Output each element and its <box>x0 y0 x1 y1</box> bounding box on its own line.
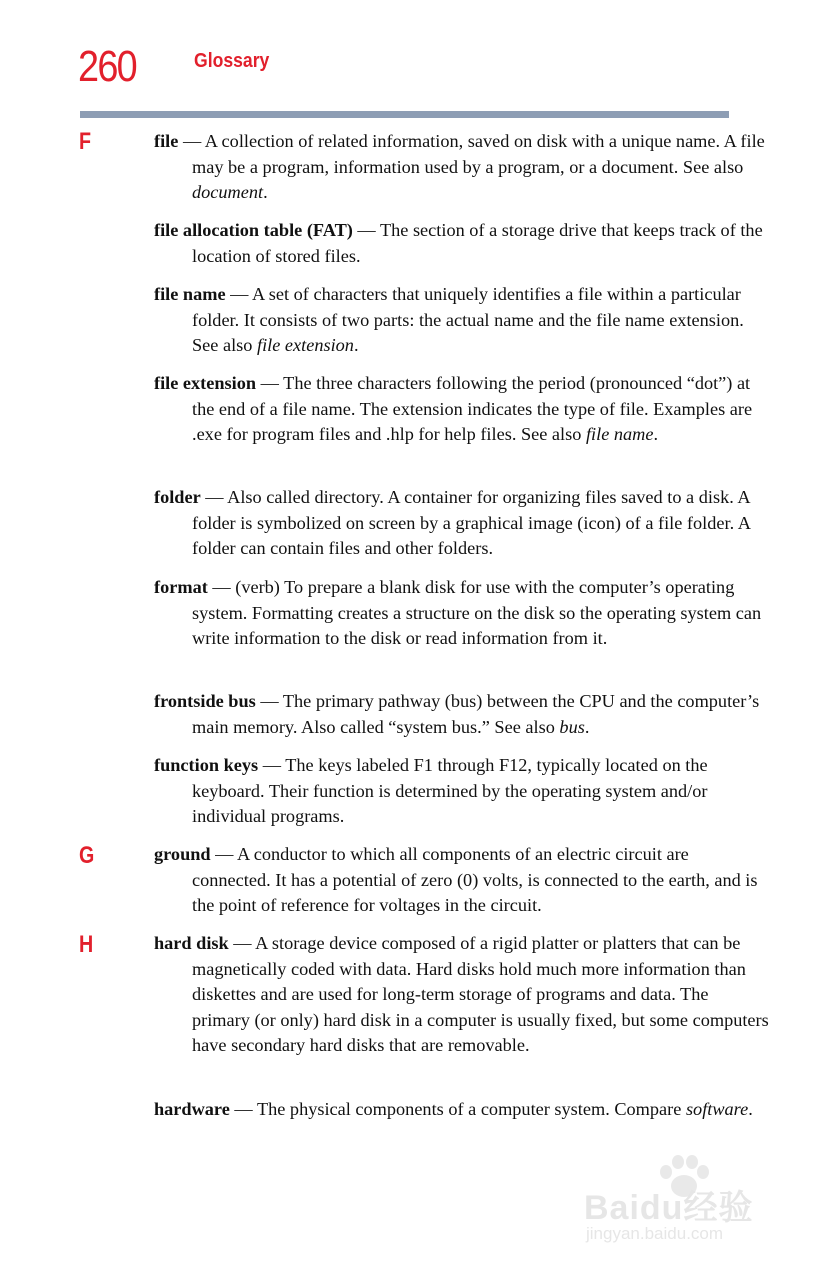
glossary-entry <box>154 282 770 359</box>
entry-term: hard disk <box>154 933 229 953</box>
entry-separator: — <box>200 487 228 507</box>
entry-reference: bus <box>559 716 585 737</box>
glossary-entry <box>154 931 770 1059</box>
section-letter-f: F <box>79 128 92 155</box>
glossary-entry <box>154 129 770 206</box>
entry-term: ground <box>154 844 211 864</box>
entry-definition: (verb) To prepare a blank disk for use with the computer’s operating system. Formatting creates a structure on the disk so the operating system can write information to the disk or read information from it. <box>192 577 762 648</box>
entry-separator: — <box>258 755 286 775</box>
section-letter-h: H <box>79 931 94 958</box>
entry-end: . <box>748 1099 753 1119</box>
entry-reference: document <box>192 182 264 202</box>
entry-separator: — <box>352 220 380 240</box>
entry-term: file name <box>154 284 226 304</box>
entry-separator: — <box>228 933 256 953</box>
entry-term: format <box>154 577 208 597</box>
entry-reference: file extension <box>256 335 354 355</box>
entry-definition: The keys labeled F1 through F12, typically located on the keyboard. Their function is determined by the operating system and/or individual programs. <box>192 755 708 826</box>
entry-separator: — <box>256 373 284 393</box>
baidu-watermark <box>584 1152 774 1252</box>
glossary-entry <box>154 753 770 830</box>
entry-term: file allocation table (FAT) <box>154 220 353 240</box>
glossary-entry <box>154 371 770 448</box>
entry-separator: — <box>210 844 237 864</box>
entry-term: file extension <box>154 373 257 393</box>
entry-reference: software <box>685 1099 749 1119</box>
entry-term: function keys <box>154 755 259 775</box>
entry-definition: A conductor to which all components of an electric circuit are connected. It has a potential of zero (0) volts, is connected to the earth, and is the point of reference for voltages in the circuit. <box>192 844 758 915</box>
glossary-entry <box>154 1097 770 1123</box>
entry-definition: The primary pathway (bus) between the CPU and the computer’s main memory. Also called “system bus.” See also <box>192 691 760 737</box>
glossary-entry <box>154 689 770 740</box>
entry-definition: The section of a storage drive that keeps track of the location of stored files. <box>192 220 763 266</box>
entry-separator: — <box>229 1099 257 1119</box>
entry-definition: A storage device composed of a rigid platter or platters that can be magnetically coded with data. Hard disks hold much more information than diskettes and are used for long-term storage of programs and data. The primary (or only) hard disk in a computer is usually fixed, but some computers have secondary hard disks that are removable. <box>192 933 769 1055</box>
entry-separator: — <box>178 131 205 151</box>
entry-separator: — <box>225 284 253 304</box>
glossary-entry <box>154 575 770 652</box>
watermark-url: jingyan.baidu.com <box>586 1224 724 1243</box>
entry-term: folder <box>154 487 201 507</box>
glossary-entry <box>154 485 770 562</box>
entry-term: hardware <box>154 1099 230 1119</box>
entry-end: . <box>653 424 659 444</box>
entry-definition: The physical components of a computer system. Compare <box>256 1099 686 1119</box>
section-title: Glossary <box>194 50 270 72</box>
entry-end: . <box>263 182 268 202</box>
entry-term: file <box>154 131 179 151</box>
entry-definition: A set of characters that uniquely identifies a file within a particular folder. It consists of two parts: the actual name and the file name extension. See also <box>192 284 744 355</box>
page-number: 260 <box>78 42 136 91</box>
entry-term: frontside bus <box>154 691 256 711</box>
watermark-logo: Baidu经验 <box>584 1189 754 1227</box>
glossary-entry <box>154 842 770 919</box>
glossary-entry <box>154 218 770 269</box>
entry-definition: A collection of related information, saved on disk with a unique name. A file may be a program, information used by a program, or a document. See also <box>192 131 765 177</box>
entry-definition: The three characters following the period (pronounced “dot”) at the end of a file name. The extension indicates the type of file. Examples are .exe for program files and .hlp for help files. See also <box>192 373 753 444</box>
header-rule <box>80 111 729 118</box>
section-letter-g: G <box>79 842 95 869</box>
entry-end: . <box>584 716 590 737</box>
entry-reference: file name <box>585 424 654 444</box>
entry-end: . <box>353 335 359 355</box>
entry-separator: — <box>255 691 283 711</box>
entry-definition: Also called directory. A container for organizing files saved to a disk. A folder is symbolized on screen by a graphical image (icon) of a file folder. A folder can contain files and other folders. <box>192 487 750 558</box>
entry-separator: — <box>207 577 236 597</box>
